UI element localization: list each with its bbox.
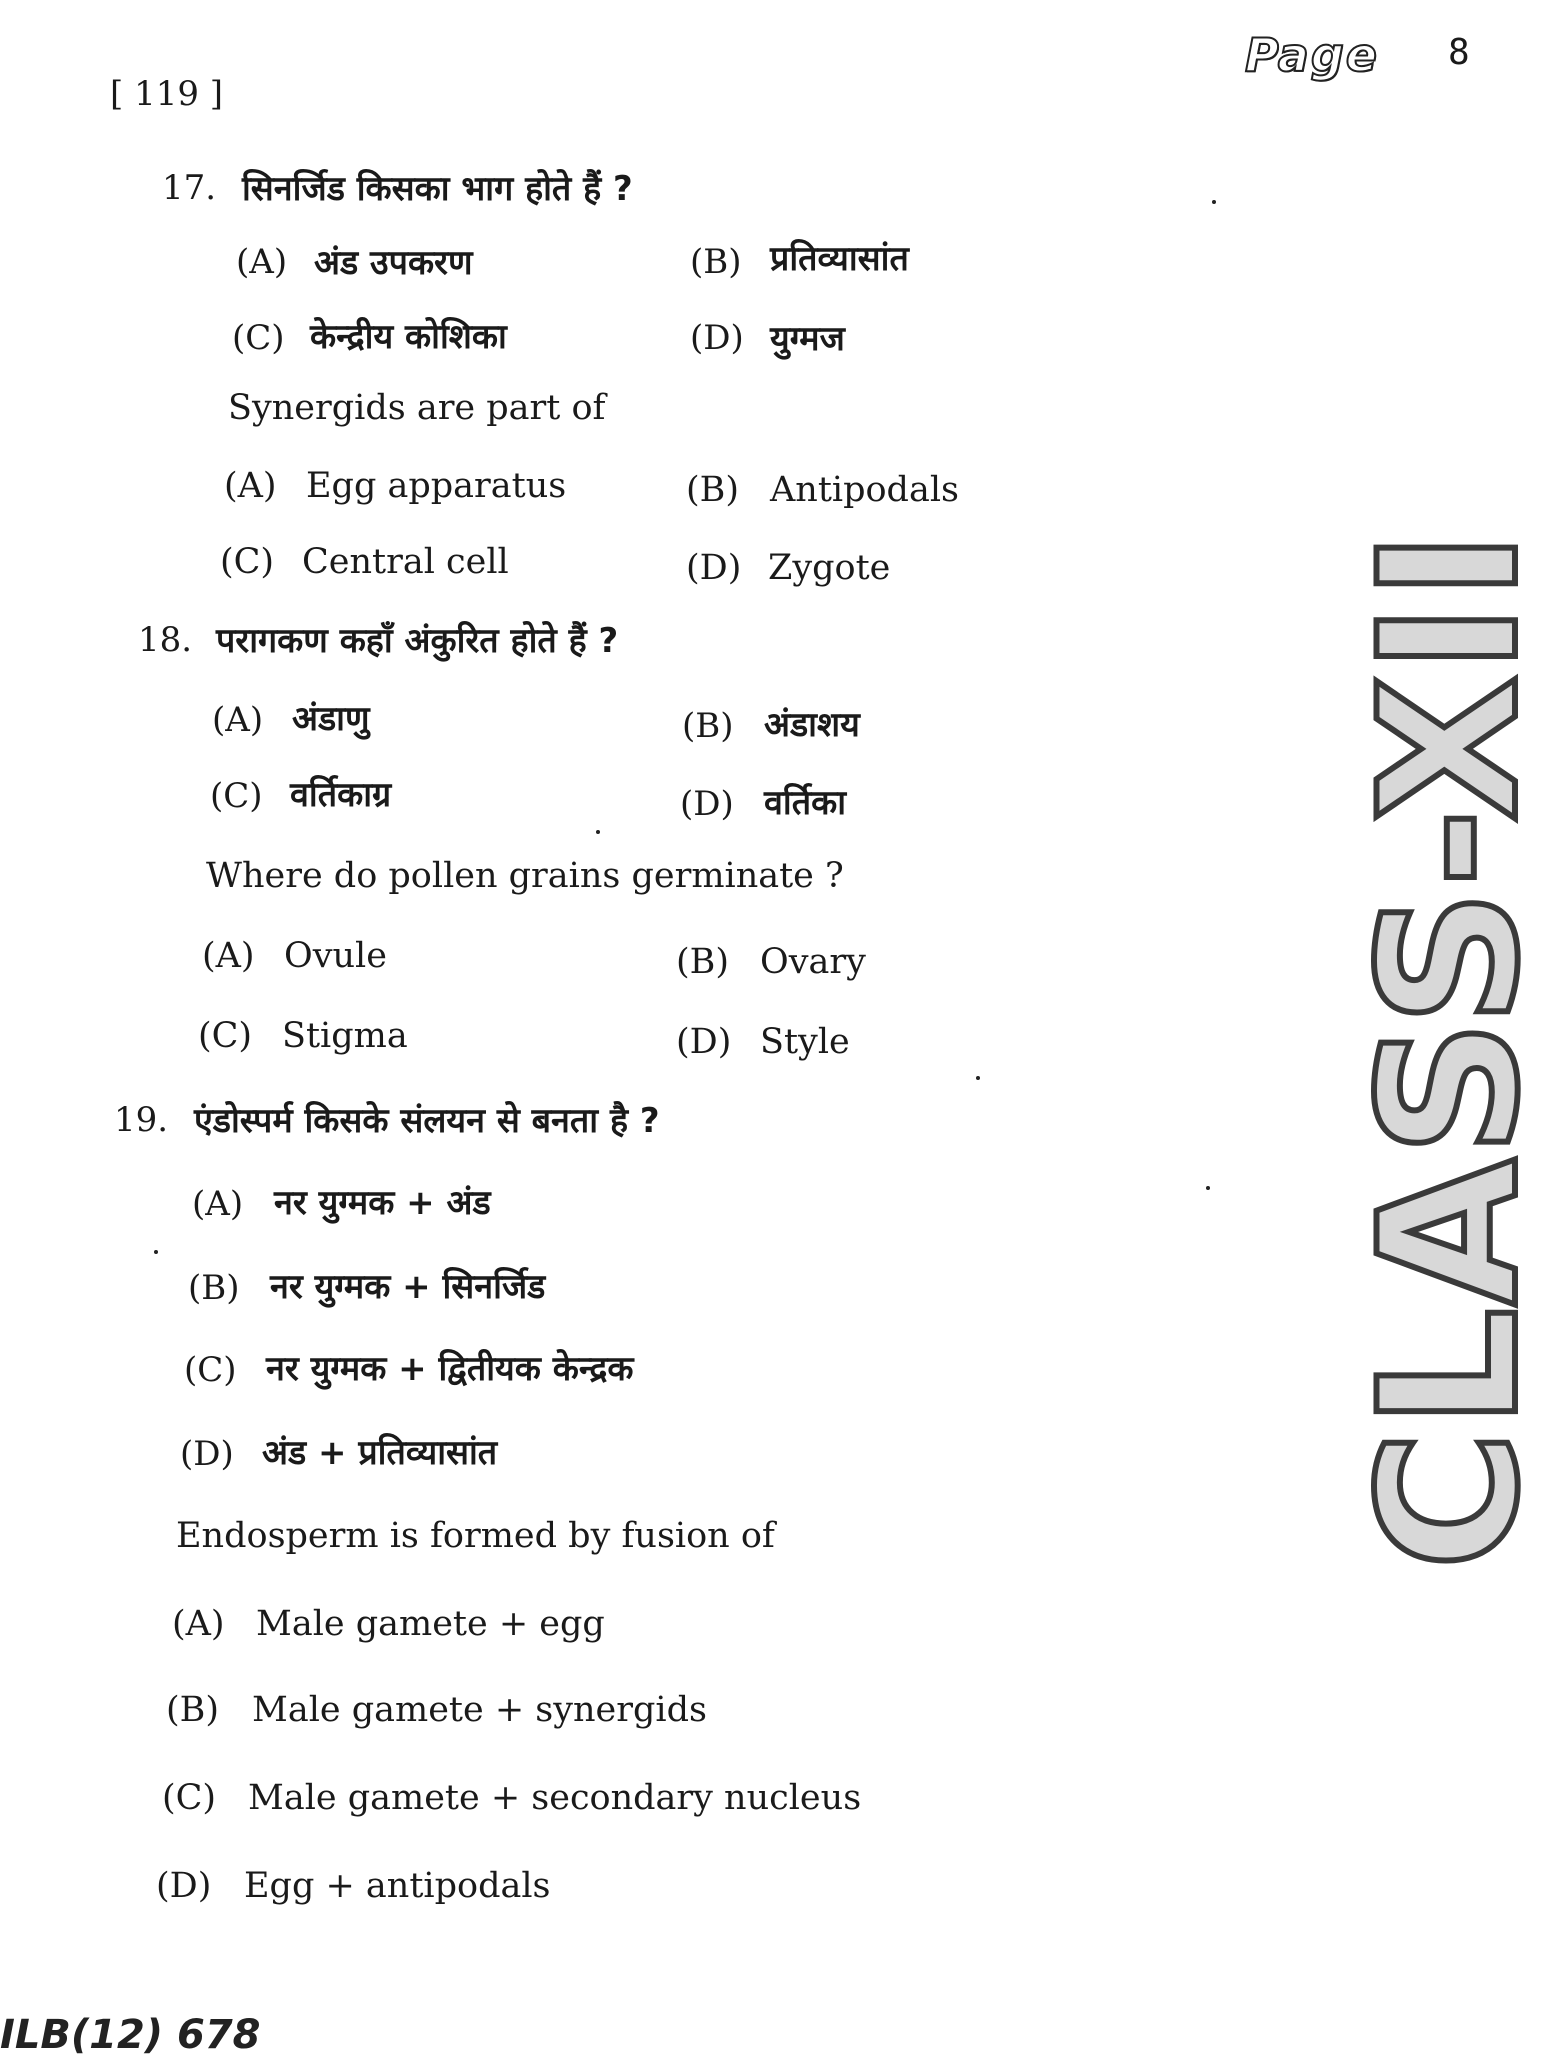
option-text: Central cell <box>302 542 509 582</box>
option-label: (B) <box>682 706 734 746</box>
option-label: (B) <box>686 470 740 510</box>
option-text-hindi: अंड + प्रतिव्यासांत <box>262 1433 498 1473</box>
option-text-hindi: प्रतिव्यासांत <box>770 239 909 279</box>
option-text-hindi: नर युग्मक + सिनर्जिड <box>270 1267 546 1307</box>
scan-speck <box>976 1076 980 1080</box>
option-text-hindi: नर युग्मक + अंड <box>274 1183 491 1223</box>
option-text: Male gamete + synergids <box>252 1690 707 1730</box>
option-label: (D) <box>690 318 744 358</box>
question-number: 19. <box>114 1100 169 1140</box>
option-label: (B) <box>166 1690 220 1730</box>
scan-speck <box>1212 200 1216 204</box>
option-label: (A) <box>172 1604 225 1644</box>
option-label: (C) <box>198 1016 253 1056</box>
footer-code: ILB(12) 678 <box>0 2012 261 2058</box>
question-english: Endosperm is formed by fusion of <box>176 1516 775 1556</box>
option-text: Male gamete + egg <box>256 1604 605 1644</box>
question-english: Synergids are part of <box>228 388 606 428</box>
page-label: Page <box>1245 28 1379 82</box>
option-text: Stigma <box>282 1016 408 1056</box>
option-label: (B) <box>188 1268 240 1308</box>
option-text: Male gamete + secondary nucleus <box>248 1778 862 1818</box>
option-text-hindi: केन्द्रीय कोशिका <box>310 317 507 357</box>
option-text-hindi: अंडाशय <box>764 705 860 745</box>
page-number: 8 <box>1448 32 1470 73</box>
option-label: (D) <box>180 1434 234 1474</box>
option-text: Ovary <box>760 942 866 982</box>
scan-speck <box>596 830 600 834</box>
scan-speck <box>154 1250 158 1254</box>
option-label: (B) <box>676 942 730 982</box>
option-text: Egg apparatus <box>306 466 567 506</box>
option-text-hindi: नर युग्मक + द्वितीयक केन्द्रक <box>266 1349 634 1389</box>
option-label: (D) <box>676 1022 732 1062</box>
question-number: 18. <box>138 620 193 660</box>
option-label: (A) <box>236 242 288 282</box>
option-label: (A) <box>202 936 255 976</box>
question-hindi: सिनर्जिड किसका भाग होते हैं ? <box>242 169 633 209</box>
question-english: Where do pollen grains germinate ? <box>206 856 844 896</box>
option-text: Antipodals <box>770 470 959 510</box>
option-label: (A) <box>224 466 277 506</box>
option-label: (B) <box>690 242 742 282</box>
option-text-hindi: युग्मज <box>770 319 845 359</box>
option-text-hindi: अंड उपकरण <box>314 243 473 283</box>
option-text-hindi: वर्तिकाग्र <box>290 775 392 815</box>
question-number: 17. <box>162 168 217 208</box>
page-reference: [ 119 ] <box>110 74 224 114</box>
option-text: Ovule <box>284 936 387 976</box>
question-hindi: परागकण कहाँ अंकुरित होते हैं ? <box>216 621 619 661</box>
option-text: Style <box>760 1022 850 1062</box>
option-label: (A) <box>212 700 264 740</box>
option-text: Egg + antipodals <box>244 1866 551 1906</box>
option-label: (D) <box>680 784 734 824</box>
option-text: Zygote <box>768 548 891 588</box>
option-label: (D) <box>156 1866 212 1906</box>
scan-speck <box>1206 1186 1210 1190</box>
class-banner: CLASS-XII <box>1339 528 1560 1570</box>
option-label: (C) <box>232 318 285 358</box>
option-label: (C) <box>184 1350 237 1390</box>
option-text-hindi: वर्तिका <box>764 783 847 823</box>
option-label: (C) <box>210 776 263 816</box>
option-text-hindi: अंडाणु <box>292 699 370 739</box>
option-label: (D) <box>686 548 742 588</box>
option-label: (C) <box>220 542 275 582</box>
question-hindi: एंडोस्पर्म किसके संलयन से बनता है ? <box>194 1101 660 1141</box>
option-label: (A) <box>192 1184 244 1224</box>
option-label: (C) <box>162 1778 217 1818</box>
